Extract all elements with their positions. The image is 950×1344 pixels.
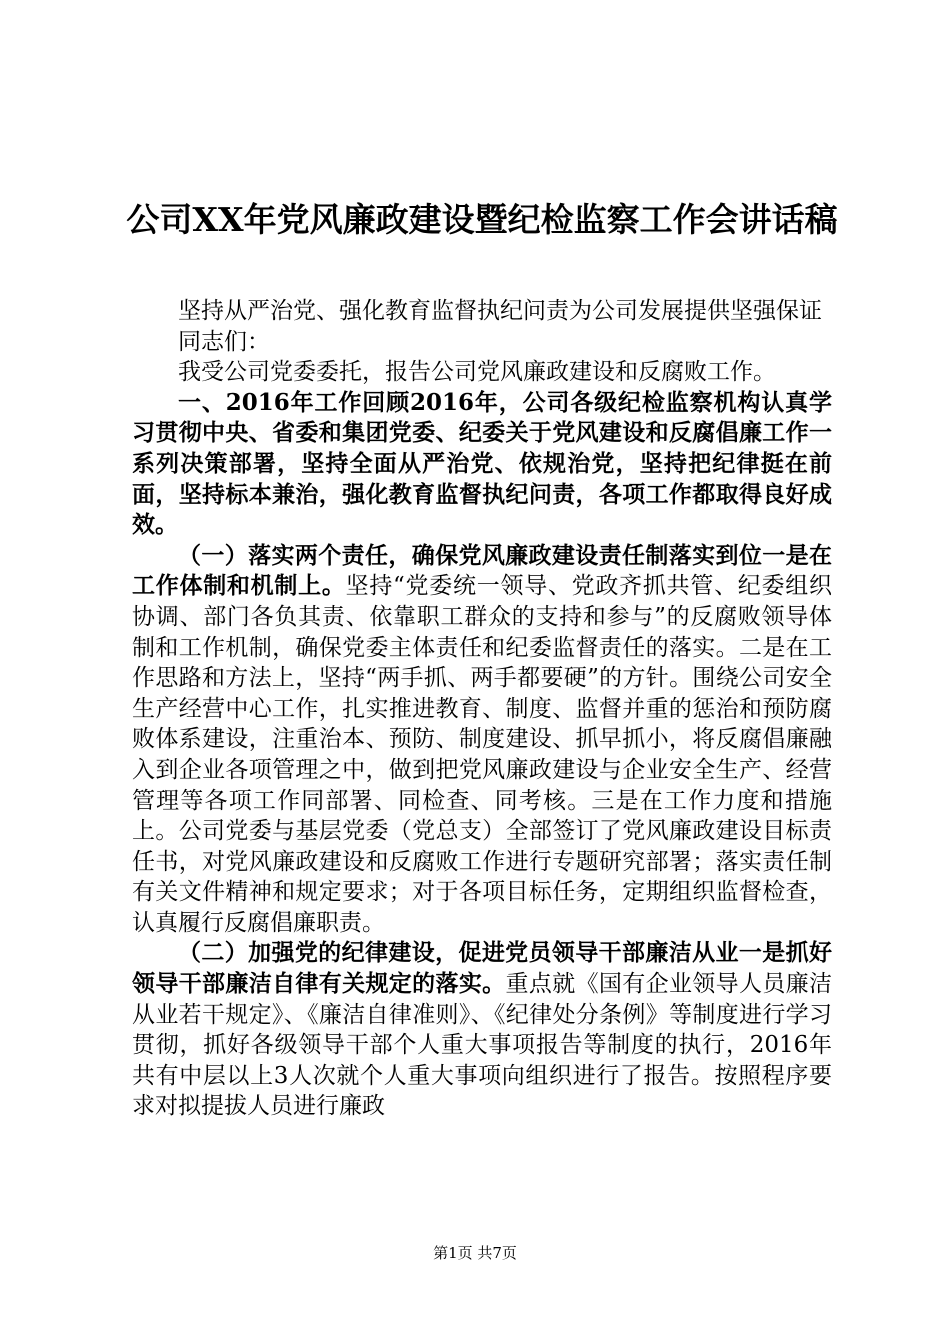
paragraph-item-1-text: 坚持“党委统一领导、党政齐抓共管、纪委组织协调、部门各负其责、依靠职工群众的支持和参与”的反腐败领导体制和工作机制，确保党委主体责任和纪委监督责任的落实。二是在工作思路和方法上，坚持“两手抓、两手都要硬”的方针。围绕公司安全生产经营中心工作，扎实推进教育、制度、监督并重的惩治和预防腐败体系建设，注重治本、预防、制度建设、抓早抓小，将反腐倡廉融入到企业各项管理之中，做到把党风廉政建设与企业安全生产、经营管理等各项工作同部署、同检查、同考核。三是在工作力度和措施上。公司党委与基层党委（党总支）全部签订了党风廉政建设目标责任书，对党风廉政建设和反腐败工作进行专题研究部署；落实责任制有关文件精神和规定要求；对于各项目标任务，定期组织监督检查，认真履行反腐倡廉职责。 bbox=[132, 573, 832, 936]
document-title: 公司XX年党风廉政建设暨纪检监察工作会讲话稿 bbox=[126, 200, 838, 239]
paragraph-item-2-heading: （二）加强党的纪律建设，促进党员领导干部廉洁从业一是抓好领导干部廉洁自律有关规定的落实。 bbox=[132, 939, 832, 998]
document-page bbox=[126, 0, 838, 1344]
paragraph-salutation: 同志们： bbox=[178, 328, 270, 355]
paragraph-item-2-text: 重点就《国有企业领导人员廉洁从业若干规定》、《廉洁自律准则》、《纪律处分条例》等制度进行学习贯彻，抓好各级领导干部个人重大事项报告等制度的执行，2016年共有中层以上3人次就个人重大事项向组织进行了报告。按照程序要求对拟提拔人员进行廉政 bbox=[132, 971, 833, 1120]
paragraph-section-1: 一、2016年工作回顾2016年，公司各级纪检监察机构认真学习贯彻中央、省委和集团党委、纪委关于党风建设和反腐倡廉工作一系列决策部署，坚持全面从严治党、依规治党，坚持把纪律挺在前面，坚持标本兼治，强化教育监督执纪问责，各项工作都取得良好成效。 bbox=[132, 388, 832, 539]
document-body bbox=[132, 296, 832, 1122]
paragraph-intro: 我受公司党委委托，报告公司党风廉政建设和反腐败工作。 bbox=[178, 359, 776, 386]
paragraph-item-2 bbox=[132, 938, 832, 1122]
paragraph-item-1 bbox=[132, 541, 832, 939]
page-footer: 第1页 共7页 bbox=[433, 1244, 517, 1262]
paragraph-subtitle: 坚持从严治党、强化教育监督执纪问责为公司发展提供坚强保证 bbox=[178, 298, 822, 324]
paragraph-item-1-heading: （一）落实两个责任，确保党风廉政建设责任制落实到位一是在工作体制和机制上。 bbox=[132, 541, 832, 600]
